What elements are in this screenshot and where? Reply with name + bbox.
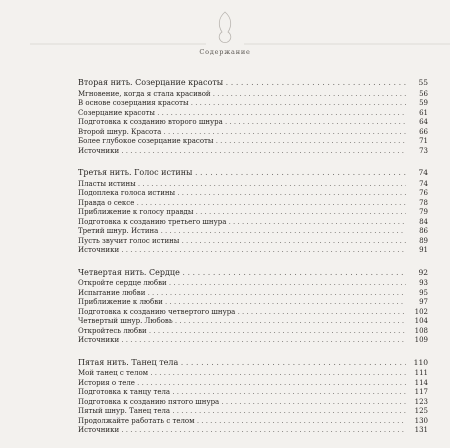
entry-title: Приближение к голосу правды . . . (78, 208, 406, 218)
entry-title: Источники . . . (78, 147, 406, 157)
entry-page-number: 84 (419, 217, 428, 226)
entry-page-number: 97 (419, 298, 428, 306)
toc-entry[interactable] (78, 417, 428, 427)
toc-section-heading[interactable] (78, 268, 428, 279)
entry-title: Продолжайте работать с телом . . . (78, 417, 406, 427)
toc-section-heading[interactable] (78, 168, 428, 179)
toc-section (78, 78, 428, 156)
entry-page-number: 79 (419, 208, 428, 216)
entry-page-number: 86 (419, 227, 428, 235)
entry-title: Источники . . . (78, 246, 406, 256)
section-page-number: 55 (418, 78, 428, 87)
toc-entry[interactable] (78, 398, 428, 408)
section-page-number: 110 (413, 357, 428, 367)
section-page-number: 92 (418, 267, 428, 277)
entry-page-number: 108 (414, 326, 428, 335)
entry-title: Подоплека голоса истины . . . (78, 189, 406, 199)
toc-entry[interactable] (78, 246, 428, 256)
toc-entry[interactable] (78, 317, 428, 327)
entry-title: Источники . . . (78, 426, 406, 436)
toc-entry[interactable] (78, 379, 428, 389)
entry-page-number: 114 (414, 378, 428, 387)
toc-section (78, 168, 428, 256)
entry-title: Подготовка к танцу тела . . . (78, 388, 406, 398)
entry-title: Приближение к любви . . . (78, 298, 406, 308)
entry-page-number: 111 (414, 369, 428, 377)
entry-page-number: 66 (419, 127, 428, 136)
entry-title: Подготовка к созданию второго шнура . . . (78, 118, 406, 128)
entry-page-number: 71 (419, 137, 428, 145)
toc-entry[interactable] (78, 388, 428, 398)
entry-page-number: 131 (414, 426, 428, 434)
toc-entry[interactable] (78, 308, 428, 318)
section-title: Третья нить. Голос истины . . . (78, 168, 406, 179)
entry-title: Мой танец с телом . . . (78, 369, 406, 379)
entry-page-number: 78 (419, 198, 428, 207)
toc-entry[interactable] (78, 298, 428, 308)
entry-title: Подготовка к созданию пятого шнура . . . (78, 398, 406, 408)
entry-title: Подготовка к созданию четвертого шнура . . . (78, 308, 406, 318)
entry-page-number: 64 (419, 118, 428, 126)
toc-entry[interactable] (78, 189, 428, 199)
entry-page-number: 102 (414, 307, 428, 316)
entry-page-number: 117 (414, 388, 428, 396)
entry-title: Источники . . . (78, 336, 406, 346)
entry-title: Более глубокое созерцание красоты . . . (78, 137, 406, 147)
entry-title: Второй шнур. Красота . . . (78, 128, 406, 138)
entry-page-number: 56 (419, 89, 428, 98)
entry-title: Правда о сексе . . . (78, 199, 406, 209)
section-title: Четвертая нить. Сердце . . . (78, 268, 406, 279)
entry-page-number: 125 (414, 407, 428, 415)
entry-title: В основе созерцания красоты . . . (78, 99, 406, 109)
toc-entry[interactable] (78, 426, 428, 436)
entry-title: Подготовка к созданию третьего шнура . . . (78, 218, 406, 228)
entry-page-number: 93 (419, 279, 428, 287)
page-title: Содержание (199, 48, 251, 56)
entry-title: Пусть звучит голос истины . . . (78, 237, 406, 247)
entry-title: Откройтесь любви . . . (78, 327, 406, 337)
section-title: Пятая нить. Танец тела . . . (78, 358, 406, 369)
toc-entry[interactable] (78, 90, 428, 100)
entry-title: Созерцание красоты . . . (78, 109, 406, 119)
toc-section-heading[interactable] (78, 358, 428, 369)
toc-entry[interactable] (78, 289, 428, 299)
toc-entry[interactable] (78, 336, 428, 346)
entry-page-number: 95 (419, 288, 428, 297)
toc-entry[interactable] (78, 237, 428, 247)
entry-title: Откройте сердце любви . . . (78, 279, 406, 289)
entry-page-number: 109 (414, 336, 428, 344)
toc-entry[interactable] (78, 118, 428, 128)
table-of-contents (78, 78, 428, 448)
entry-page-number: 104 (414, 317, 428, 325)
toc-entry[interactable] (78, 218, 428, 228)
toc-entry[interactable] (78, 327, 428, 337)
entry-page-number: 76 (419, 189, 428, 197)
toc-entry[interactable] (78, 227, 428, 237)
entry-title: Третий шнур. Истина . . . (78, 227, 406, 237)
entry-page-number: 91 (419, 246, 428, 254)
section-title: Вторая нить. Созерцание красоты . . . (78, 78, 406, 89)
entry-page-number: 89 (419, 236, 428, 245)
toc-entry[interactable] (78, 208, 428, 218)
entry-title: Испытание любви . . . (78, 289, 406, 299)
entry-title: История о теле . . . (78, 379, 406, 389)
entry-page-number: 73 (419, 146, 428, 155)
entry-page-number: 61 (419, 108, 428, 117)
entry-page-number: 59 (419, 99, 428, 107)
entry-page-number: 123 (414, 397, 428, 406)
toc-section-heading[interactable] (78, 78, 428, 89)
toc-section (78, 358, 428, 436)
toc-entry[interactable] (78, 279, 428, 289)
toc-entry[interactable] (78, 137, 428, 147)
toc-entry[interactable] (78, 180, 428, 190)
toc-entry[interactable] (78, 99, 428, 109)
toc-entry[interactable] (78, 128, 428, 138)
entry-title: Пласты истины . . . (78, 180, 406, 190)
toc-entry[interactable] (78, 369, 428, 379)
flame-icon (219, 12, 231, 43)
entry-page-number: 74 (419, 179, 428, 188)
toc-entry[interactable] (78, 109, 428, 119)
entry-page-number: 130 (414, 416, 428, 425)
toc-entry[interactable] (78, 407, 428, 417)
toc-entry[interactable] (78, 199, 428, 209)
toc-section (78, 268, 428, 346)
entry-title: Четвертый шнур. Любовь . . . (78, 317, 406, 327)
entry-title: Мгновение, когда я стала красивой . . . (78, 90, 406, 100)
toc-entry[interactable] (78, 147, 428, 157)
section-page-number: 74 (418, 168, 428, 177)
entry-title: Пятый шнур. Танец тела . . . (78, 407, 406, 417)
